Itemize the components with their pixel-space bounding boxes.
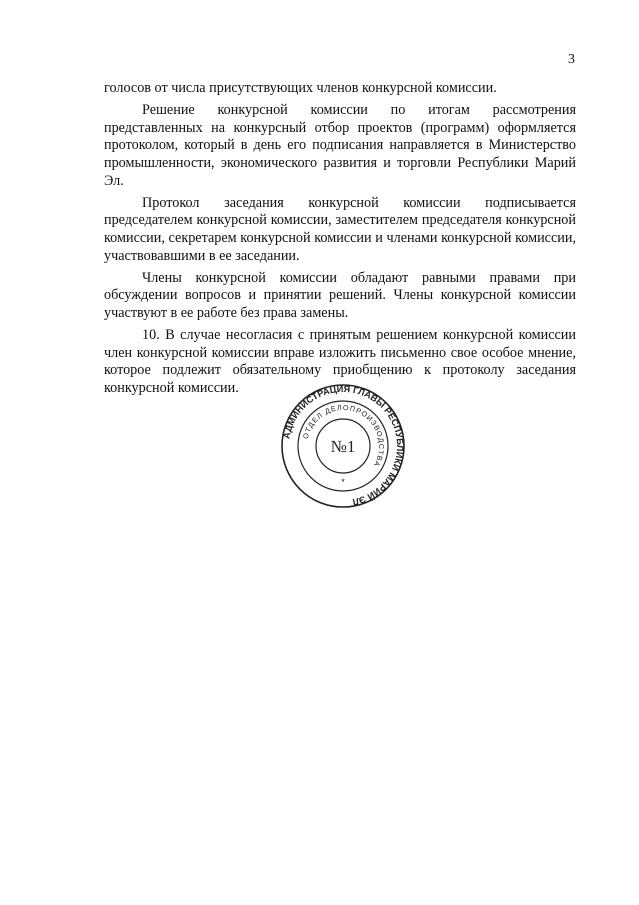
seal-outer-text: АДМИНИСТРАЦИЯ ГЛАВЫ РЕСПУБЛИКИ МАРИЙ ЭЛ bbox=[281, 384, 405, 508]
official-seal-stamp bbox=[281, 384, 405, 508]
paragraph-3: Протокол заседания конкурсной комиссии подписывается председателем конкурсной комиссии, заместителем председателя конкурсной комиссии, секретарем конкурсной комиссии и членами конкурсной комиссии, участвовавшими в ее заседании. bbox=[104, 194, 576, 264]
paragraph-4: Члены конкурсной комиссии обладают равными правами при обсуждении вопросов и принятии решений. Члены конкурсной комиссии участвуют в ее работе без права замены. bbox=[104, 269, 576, 321]
seal-graphic bbox=[281, 384, 405, 508]
paragraph-1: голосов от числа присутствующих членов конкурсной комиссии. bbox=[104, 80, 497, 96]
document-body bbox=[104, 80, 576, 402]
paragraph-2: Решение конкурсной комиссии по итогам рассмотрения представленных на конкурсный отбор проектов (программ) оформляется протоколом, который в день его подписания направляется в Министерство промышленности, экономического развития и торговли Республики Марий Эл. bbox=[104, 102, 576, 189]
seal-number: №1 bbox=[330, 437, 356, 456]
seal-star: * bbox=[341, 477, 345, 487]
page-number: 3 bbox=[568, 52, 575, 67]
seal-inner-text: ОТДЕЛ ДЕЛОПРОИЗВОДСТВА bbox=[300, 402, 387, 469]
paragraph-5: 10. В случае несогласия с принятым решением конкурсной комиссии член конкурсной комиссии вправе изложить письменно свое особое мнение, которое подлежит обязательному приобщению к протоколу заседания конкурсной комиссии. bbox=[104, 327, 576, 396]
